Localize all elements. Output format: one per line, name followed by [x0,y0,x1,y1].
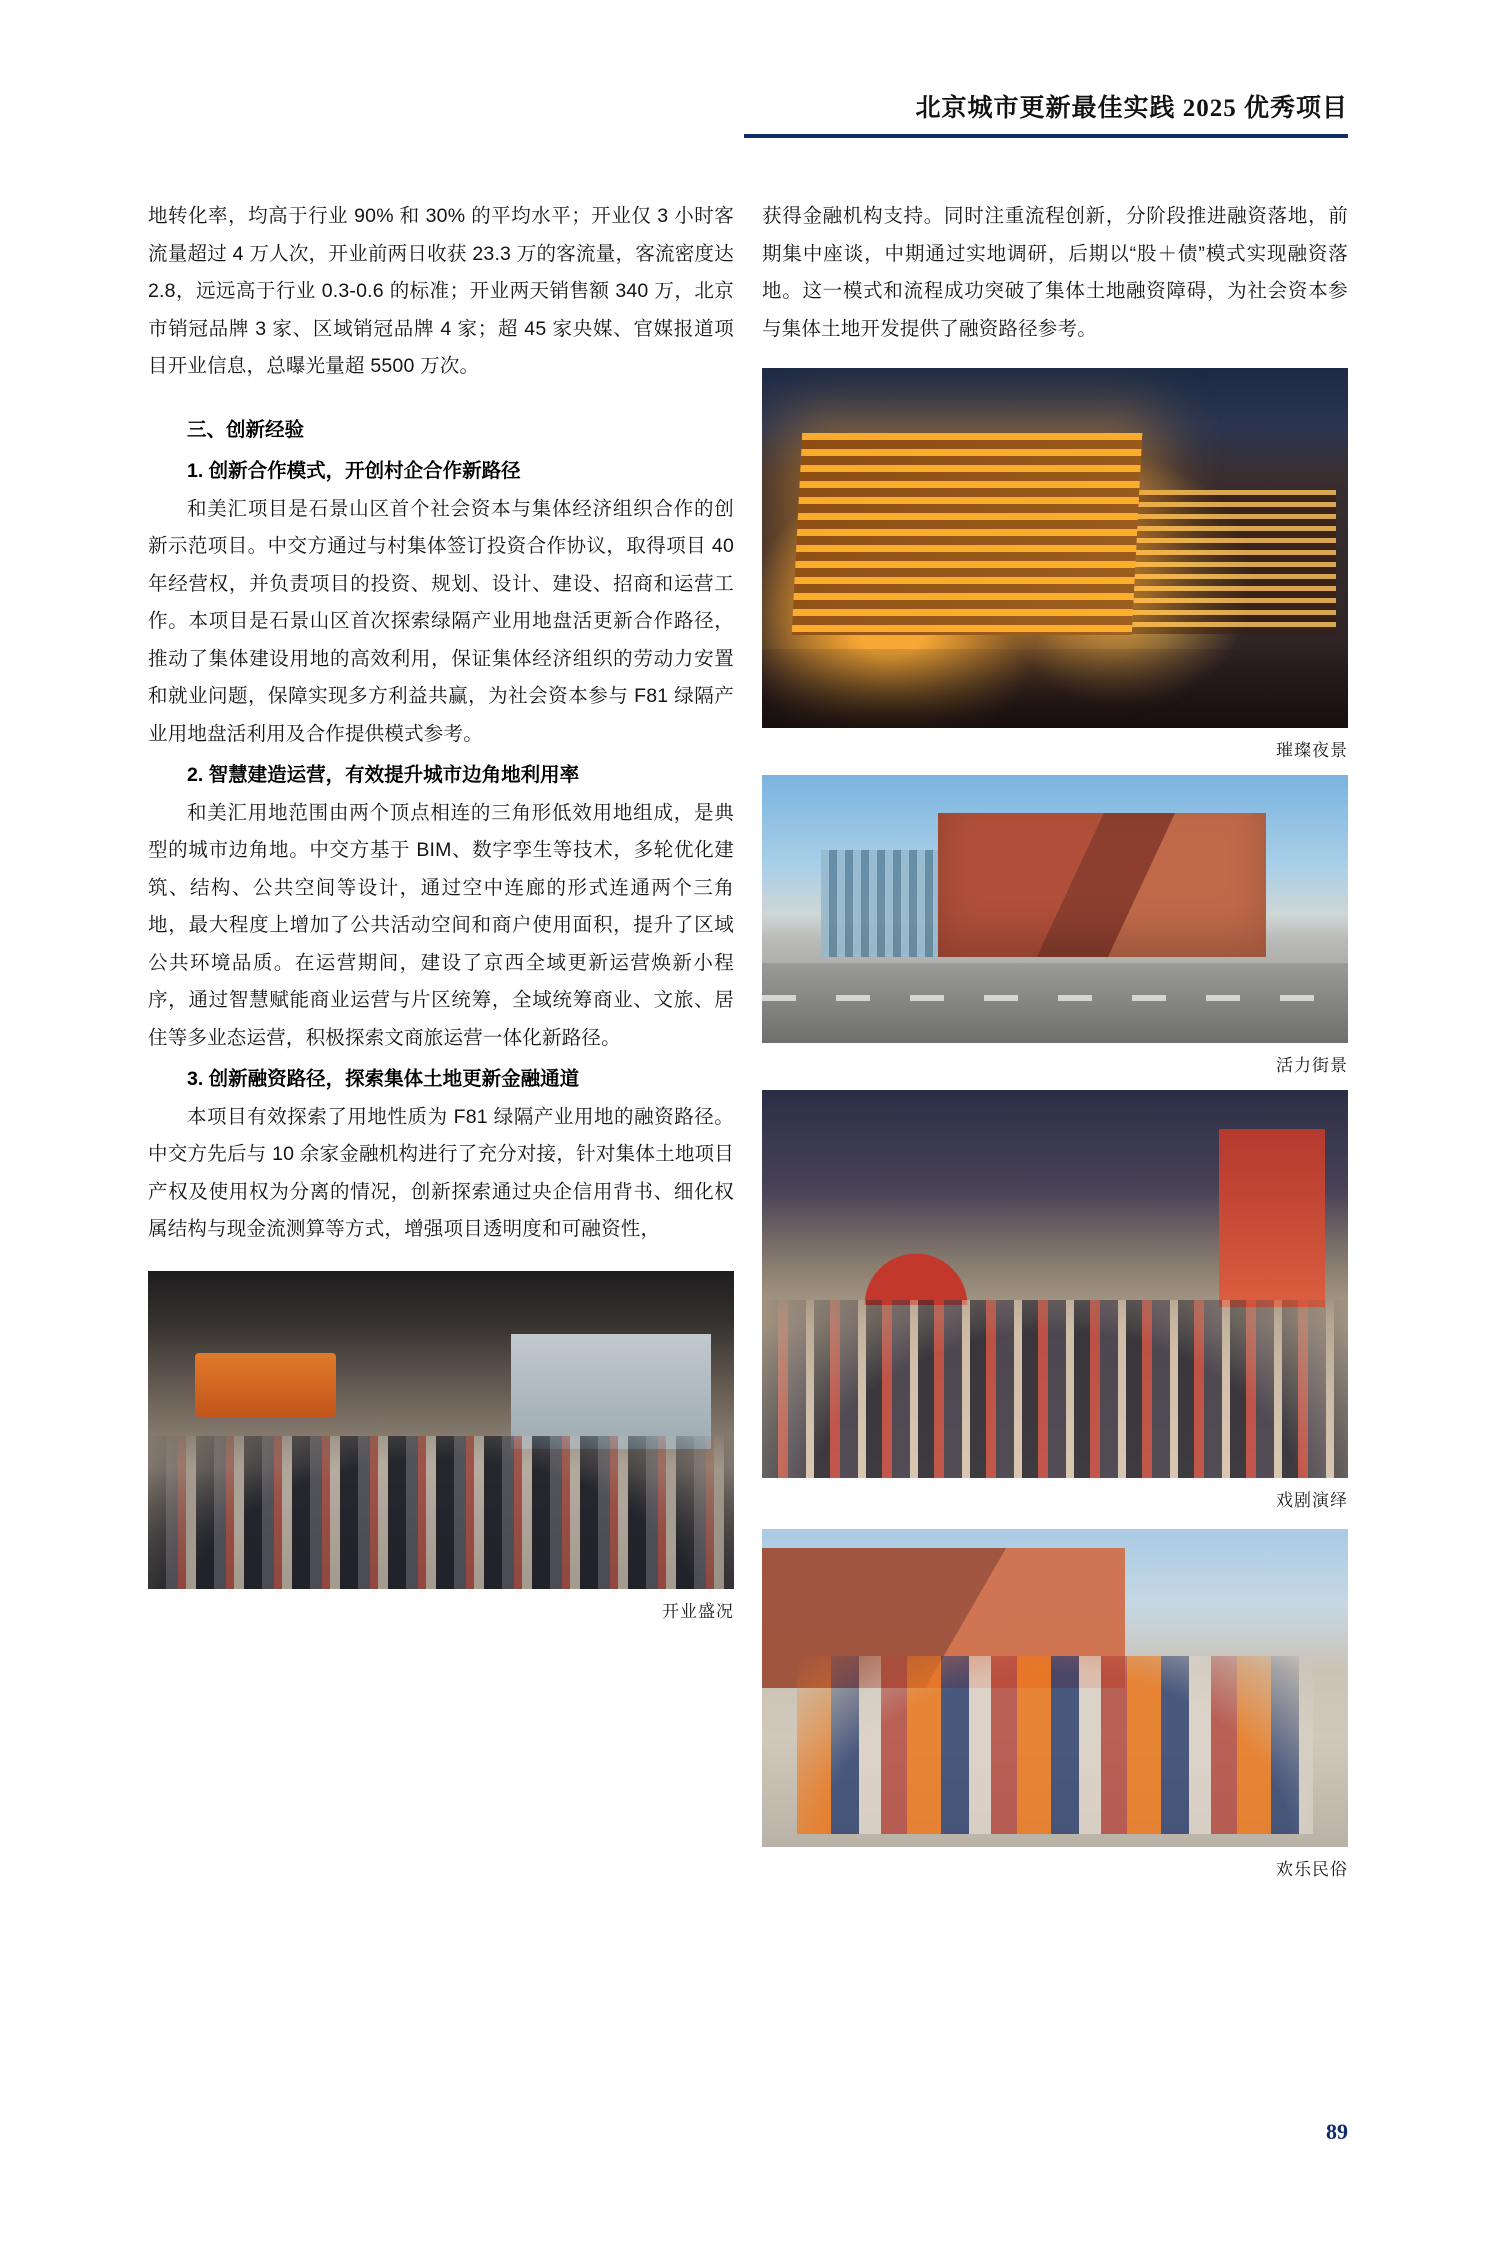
folk-parade-photo [762,1529,1348,1847]
photo-canvas [762,1529,1348,1847]
opening-ceremony-photo [148,1271,734,1589]
photo-shape-audience [762,1300,1348,1478]
page-header [744,88,1348,138]
figure-caption: 欢乐民俗 [1276,1860,1348,1879]
sub-heading-2: 2. 智慧建造运营，有效提升城市边角地利用率 [187,764,580,786]
photo-shape-panel [511,1334,710,1448]
photo-shape-right-building [1114,490,1337,634]
right-paragraph-1: 获得金融机构支持。同时注重流程创新，分阶段推进融资落地，前期集中座谈，中期通过实地调研，后期以“股＋债”模式实现融资落地。这一模式和流程成功突破了集体土地融资障碍，为社会资本参与集体土地开发提供了融资路径参考。 [762,205,1348,340]
figure-opening-ceremony [148,1271,734,1622]
street-view-photo [762,775,1348,1043]
sub-heading-1: 1. 创新合作模式，开创村企合作新路径 [187,460,521,482]
left-paragraph-3: 和美汇用地范围由两个顶点相连的三角形低效用地组成，是典型的城市边角地。中交方基于 BIM、数字孪生等技术，多轮优化建筑、结构、公共空间等设计，通过空中连廊的形式连通两个三角地，最大程度上增加了公共活动空间和商户使用面积，提升了区域公共环境品质。在运营期间，建设了京西全域更新运营焕新小程序，通过智慧赋能商业运营与片区统筹，全域统筹商业、文旅、居住等多业态运营，积极探索文商旅运营一体化新路径。 [148,801,734,1049]
photo-shape-road [762,963,1348,1043]
left-paragraph-2: 和美汇项目是石景山区首个社会资本与集体经济组织合作的创新示范项目。中交方通过与村集体签订投资合作协议，取得项目 40 年经营权，并负责项目的投资、规划、设计、建设、招商和运营工作。本项目是石景山区首次探索绿隔产业用地盘活更新合作路径，推动了集体建设用地的高效利用，保证集体经济组织的劳动力安置和就业问题，保障实现多方利益共赢，为社会资本参与 F81 绿隔产业用地盘活利用及合作提供模式参考。 [148,497,734,745]
photo-canvas [148,1271,734,1589]
figure-night-view [762,368,1348,761]
photo-shape-mall-building [938,813,1266,958]
figure-folk-parade [762,1529,1348,1880]
header-title: 北京城市更新最佳实践 2025 优秀项目 [915,95,1348,122]
photo-shape-umbrella [856,1245,976,1305]
header-rule [744,134,1348,138]
right-column [762,198,1348,1880]
photo-shape-performers [797,1656,1313,1834]
photo-canvas [762,368,1348,728]
photo-shape-red-banner [1219,1129,1324,1307]
figure-caption: 璀璨夜景 [1276,741,1348,760]
sub-heading-3: 3. 创新融资路径，探索集体土地更新金融通道 [187,1068,580,1090]
drama-performance-photo [762,1090,1348,1478]
figure-caption: 戏剧演绎 [1276,1491,1348,1510]
photo-shape-signage [195,1353,336,1417]
photo-shape-ground [762,649,1348,728]
left-paragraph-1: 地转化率，均高于行业 90% 和 30% 的平均水平；开业仅 3 小时客流量超过 4 万人次，开业前两日收获 23.3 万的客流量，客流密度达 2.8，远远高于行业 0.3-0.6 的标准；开业两天销售额 340 万，北京市销冠品牌 3 家、区域销冠品牌 4 家；超 45 家央媒、官媒报道项目开业信息，总曝光量超 5500 万次。 [148,205,734,377]
page-number: 89 [1326,2119,1348,2144]
photo-canvas [762,775,1348,1043]
photo-shape-crowd [148,1436,734,1589]
night-view-photo [762,368,1348,728]
photo-canvas [762,1090,1348,1478]
figure-caption: 活力街景 [1276,1056,1348,1075]
left-column [148,198,734,1622]
figure-caption: 开业盛况 [662,1601,734,1621]
section-heading-three: 三、创新经验 [187,418,305,441]
figure-street-view [762,775,1348,1076]
figure-drama-performance [762,1090,1348,1511]
left-paragraph-4: 本项目有效探索了用地性质为 F81 绿隔产业用地的融资路径。中交方先后与 10 余家金融机构进行了充分对接，针对集体土地项目产权及使用权为分离的情况，创新探索通过央企信用背书、细化权属结构与现金流测算等方式，增强项目透明度和可融资性， [148,1105,734,1240]
